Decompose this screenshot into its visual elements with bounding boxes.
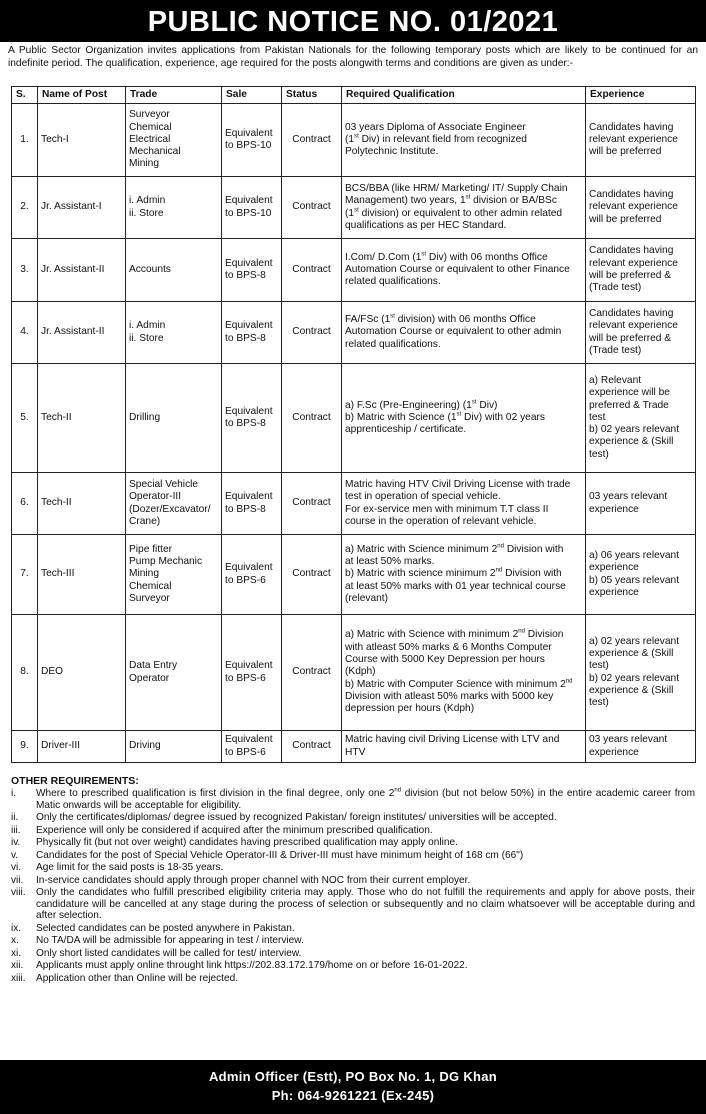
cell-sno: 4. bbox=[12, 302, 38, 364]
cell-status: Contract bbox=[282, 615, 342, 731]
cell-experience: Candidates having relevant experience will be preferred bbox=[586, 104, 696, 177]
list-item-text: No TA/DA will be admissible for appearing in test / interview. bbox=[36, 935, 304, 947]
cell-scale: Equivalent to BPS-6 bbox=[222, 535, 282, 615]
list-item-number: ii. bbox=[11, 812, 19, 824]
cell-experience: a) 02 years relevant experience & (Skill test) b) 02 years relevant experience & (Skill test) bbox=[586, 615, 696, 731]
table-header-row bbox=[12, 87, 696, 104]
cell-experience: a) 06 years relevant experience b) 05 years relevant experience bbox=[586, 535, 696, 615]
cell-post: Tech-II bbox=[38, 473, 126, 535]
cell-post: Tech-I bbox=[38, 104, 126, 177]
cell-qualification: 03 years Diploma of Associate Engineer (1st Div) in relevant field from recognized Polytechnic Institute. bbox=[342, 104, 586, 177]
table-row bbox=[12, 535, 696, 615]
cell-sno: 8. bbox=[12, 615, 38, 731]
table-row bbox=[12, 104, 696, 177]
cell-qualification: FA/FSc (1st division) with 06 months Office Automation Course or equivalent to other admin related qualifications. bbox=[342, 302, 586, 364]
intro-paragraph: A Public Sector Organization invites applications from Pakistan Nationals for the following temporary posts which are likely to be continued for an indefinite period. The qualification, experience, age required for the posts alongwith terms and conditions are given as under:- bbox=[8, 45, 698, 69]
footer bbox=[0, 1060, 706, 1114]
other-requirements-list bbox=[11, 788, 695, 985]
cell-experience: Candidates having relevant experience will be preferred bbox=[586, 177, 696, 239]
other-requirements-title: OTHER REQUIREMENTS: bbox=[11, 775, 139, 787]
cell-sno: 6. bbox=[12, 473, 38, 535]
cell-scale: Equivalent to BPS-8 bbox=[222, 302, 282, 364]
cell-post: DEO bbox=[38, 615, 126, 731]
list-item-text: Only the certificates/diplomas/ degree issued by recognized Pakistan/ foreign institutes/ universities will be accepted. bbox=[36, 812, 557, 824]
cell-scale: Equivalent to BPS-6 bbox=[222, 731, 282, 763]
cell-post: Jr. Assistant-I bbox=[38, 177, 126, 239]
cell-status: Contract bbox=[282, 473, 342, 535]
list-item bbox=[11, 875, 695, 887]
table-row bbox=[12, 615, 696, 731]
cell-post: Jr. Assistant-II bbox=[38, 302, 126, 364]
cell-trade: Data Entry Operator bbox=[126, 615, 222, 731]
list-item-number: iii. bbox=[11, 824, 21, 836]
list-item bbox=[11, 812, 695, 824]
list-item bbox=[11, 948, 695, 960]
cell-status: Contract bbox=[282, 535, 342, 615]
cell-experience: 03 years relevant experience bbox=[586, 731, 696, 763]
list-item bbox=[11, 825, 695, 837]
list-item-number: x. bbox=[11, 935, 19, 947]
cell-trade: Driving bbox=[126, 731, 222, 763]
cell-sno: 7. bbox=[12, 535, 38, 615]
cell-scale: Equivalent to BPS-6 bbox=[222, 615, 282, 731]
cell-sno: 3. bbox=[12, 239, 38, 302]
list-item bbox=[11, 887, 695, 922]
posts-table bbox=[11, 86, 696, 763]
list-item-text: In-service candidates should apply through proper channel with NOC from their current employer. bbox=[36, 874, 471, 886]
cell-status: Contract bbox=[282, 177, 342, 239]
cell-post: Tech-II bbox=[38, 364, 126, 473]
cell-scale: Equivalent to BPS-10 bbox=[222, 177, 282, 239]
table-row bbox=[12, 731, 696, 763]
cell-qualification: a) Matric with Science with minimum 2nd Division with atleast 50% marks & 6 Months Computer Course with 5000 Key Depression per hours (Kdph) b) Matric with Computer Science with minimum 2nd Division with atleast 50% marks with 5000 key depression per hours (Kdph) bbox=[342, 615, 586, 731]
cell-status: Contract bbox=[282, 364, 342, 473]
list-item bbox=[11, 850, 695, 862]
cell-status: Contract bbox=[282, 104, 342, 177]
header-trade: Trade bbox=[126, 87, 222, 104]
list-item-number: vii. bbox=[11, 874, 24, 886]
table-row bbox=[12, 364, 696, 473]
cell-qualification: I.Com/ D.Com (1st Div) with 06 months Office Automation Course or equivalent to other Finance related qualifications. bbox=[342, 239, 586, 302]
cell-trade: Accounts bbox=[126, 239, 222, 302]
cell-status: Contract bbox=[282, 302, 342, 364]
cell-qualification: BCS/BBA (like HRM/ Marketing/ IT/ Supply Chain Management) two years, 1st division or BA/BSc (1st division) or equivalent to other admin related qualifications as per HEC Standard. bbox=[342, 177, 586, 239]
cell-trade: i. Admin ii. Store bbox=[126, 302, 222, 364]
list-item-number: xii. bbox=[11, 960, 24, 972]
list-item-number: vi. bbox=[11, 862, 22, 874]
cell-post: Tech-III bbox=[38, 535, 126, 615]
cell-scale: Equivalent to BPS-8 bbox=[222, 239, 282, 302]
list-item-number: ix. bbox=[11, 922, 22, 934]
header-post: Name of Post bbox=[38, 87, 126, 104]
cell-scale: Equivalent to BPS-10 bbox=[222, 104, 282, 177]
cell-qualification: a) F.Sc (Pre-Engineering) (1st Div) b) Matric with Science (1st Div) with 02 years apprenticeship / certificate. bbox=[342, 364, 586, 473]
list-item bbox=[11, 923, 695, 935]
list-item-text: Selected candidates can be posted anywhere in Pakistan. bbox=[36, 922, 295, 934]
cell-post: Driver-III bbox=[38, 731, 126, 763]
list-item-number: viii. bbox=[11, 886, 26, 898]
list-item-number: v. bbox=[11, 849, 19, 861]
header-sno: S. bbox=[12, 87, 38, 104]
cell-scale: Equivalent to BPS-8 bbox=[222, 364, 282, 473]
cell-experience: Candidates having relevant experience will be preferred & (Trade test) bbox=[586, 239, 696, 302]
header-experience: Experience bbox=[586, 87, 696, 104]
list-item bbox=[11, 973, 695, 985]
list-item-number: xiii. bbox=[11, 972, 26, 984]
footer-address: Admin Officer (Estt), PO Box No. 1, DG Khan bbox=[208, 1069, 498, 1084]
header-status: Status bbox=[282, 87, 342, 104]
list-item-text: Candidates for the post of Special Vehicle Operator-III & Driver-III must have minimum height of 168 cm (66") bbox=[36, 849, 524, 861]
header-scale: Sale bbox=[222, 87, 282, 104]
cell-sno: 1. bbox=[12, 104, 38, 177]
list-item-text: Age limit for the said posts is 18-35 years. bbox=[36, 862, 224, 874]
list-item-text: Where to prescribed qualification is first division in the final degree, only one 2nd division (but not below 50%) in the entire academic career from Matic onwards will be acceptable for eligibility. bbox=[36, 787, 695, 811]
list-item bbox=[11, 862, 695, 874]
cell-trade: Drilling bbox=[126, 364, 222, 473]
cell-qualification: Matric having civil Driving License with LTV and HTV bbox=[342, 731, 586, 763]
list-item-number: iv. bbox=[11, 837, 21, 849]
cell-trade: Special Vehicle Operator-III (Dozer/Excavator/ Crane) bbox=[126, 473, 222, 535]
cell-qualification: a) Matric with Science minimum 2nd Division with at least 50% marks. b) Matric with science minimum 2nd Division with at least 50% marks with 01 year technical course (relevant) bbox=[342, 535, 586, 615]
cell-sno: 5. bbox=[12, 364, 38, 473]
list-item-number: i. bbox=[11, 788, 17, 799]
list-item-text: Physically fit (but not over weight) candidates having prescribed qualification may apply online. bbox=[36, 837, 458, 849]
list-item-number: xi. bbox=[11, 947, 22, 959]
list-item-text: Experience will only be considered if acquired after the minimum prescribed qualification. bbox=[36, 824, 433, 836]
table-row bbox=[12, 177, 696, 239]
table-row bbox=[12, 302, 696, 364]
cell-sno: 2. bbox=[12, 177, 38, 239]
notice-title: PUBLIC NOTICE NO. 01/2021 bbox=[0, 0, 706, 42]
cell-experience: 03 years relevant experience bbox=[586, 473, 696, 535]
cell-trade: i. Admin ii. Store bbox=[126, 177, 222, 239]
list-item bbox=[11, 960, 695, 972]
cell-scale: Equivalent to BPS-8 bbox=[222, 473, 282, 535]
table-row bbox=[12, 239, 696, 302]
cell-trade: Pipe fitter Pump Mechanic Mining Chemical Surveyor bbox=[126, 535, 222, 615]
list-item-text: Only the candidates who fulfill prescribed eligibility criteria may apply. Those who do not fulfill the requirements and apply for above posts, their candidature will be cancelled at any stage during the process of selection or subsequently and no claim whatsoever will be acceptable during and after selection. bbox=[36, 886, 695, 922]
cell-trade: Surveyor Chemical Electrical Mechanical Mining bbox=[126, 104, 222, 177]
cell-experience: a) Relevant experience will be preferred & Trade test b) 02 years relevant experience & (Skill test) bbox=[586, 364, 696, 473]
cell-status: Contract bbox=[282, 731, 342, 763]
cell-qualification: Matric having HTV Civil Driving License with trade test in operation of special vehicle. For ex-service men with minimum T.T class II course in the operation of relevant vehicle. bbox=[342, 473, 586, 535]
list-item-text: Applicants must apply online throught link https://202.83.172.179/home on or before 16-01-2022. bbox=[36, 960, 468, 972]
cell-post: Jr. Assistant-II bbox=[38, 239, 126, 302]
cell-status: Contract bbox=[282, 239, 342, 302]
list-item bbox=[11, 788, 695, 811]
table-row bbox=[12, 473, 696, 535]
list-item bbox=[11, 935, 695, 947]
footer-phone: Ph: 064-9261221 (Ex-245) bbox=[271, 1088, 435, 1103]
cell-experience: Candidates having relevant experience will be preferred & (Trade test) bbox=[586, 302, 696, 364]
header-qualification: Required Qualification bbox=[342, 87, 586, 104]
list-item bbox=[11, 837, 695, 849]
list-item-text: Application other than Online will be rejected. bbox=[36, 972, 238, 984]
cell-sno: 9. bbox=[12, 731, 38, 763]
list-item-text: Only short listed candidates will be called for test/ interview. bbox=[36, 947, 302, 959]
